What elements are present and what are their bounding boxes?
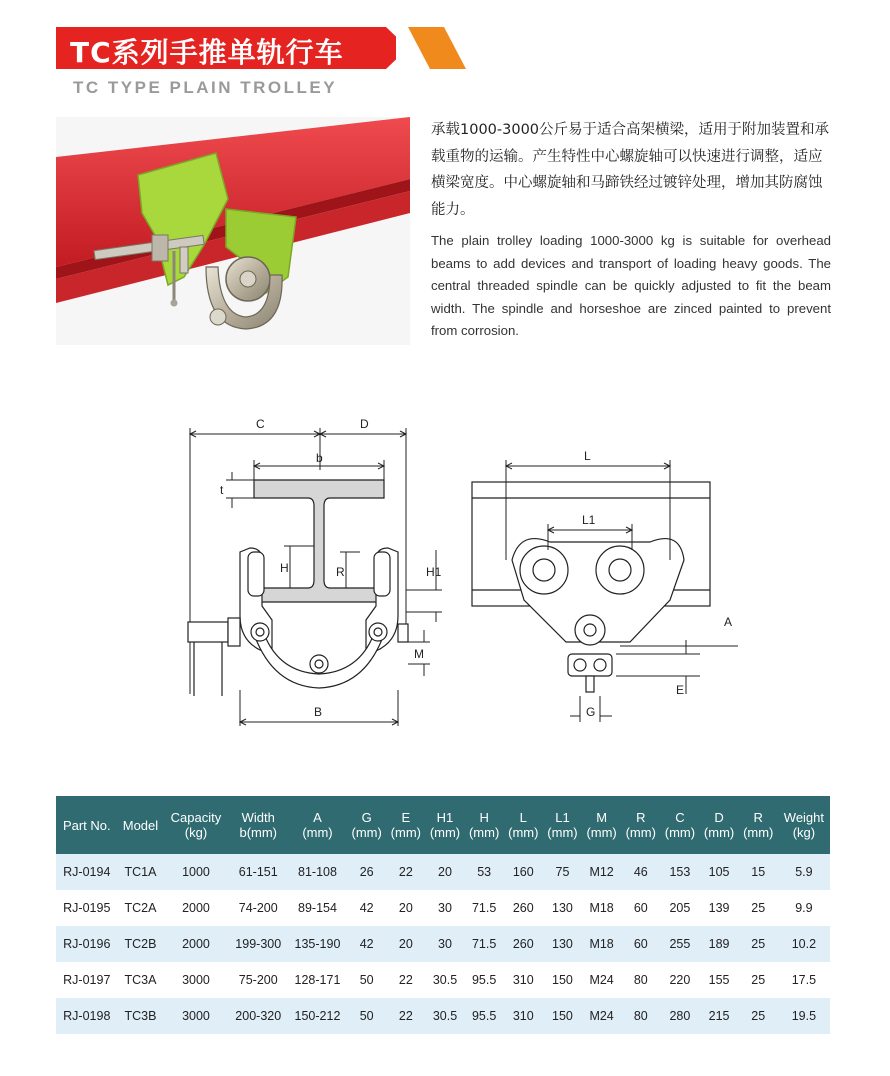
table-header-text: (mm): [664, 825, 696, 840]
table-cell: 25: [739, 926, 778, 962]
table-cell: 260: [504, 890, 543, 926]
description-english: The plain trolley loading 1000-3000 kg is suitable for overhead beams to add devices and transport of loading heavy goods. The central threaded spindle can be quickly adjusted to fit the beam width. The spindle and horseshoe are zinced painted to prevent from corrosion.: [431, 233, 831, 338]
table-cell: 130: [543, 890, 582, 926]
table-cell: 30: [425, 926, 464, 962]
table-row: [56, 998, 830, 1034]
table-cell: M24: [582, 998, 621, 1034]
table-cell: 25: [739, 890, 778, 926]
table-cell: 130: [543, 926, 582, 962]
table-cell: 205: [660, 890, 699, 926]
table-cell: TC3A: [118, 962, 164, 998]
table-header-text: (mm): [743, 825, 774, 840]
table-cell: 3000: [163, 962, 228, 998]
table-cell: 80: [621, 998, 660, 1034]
table-cell: 61-151: [229, 854, 288, 890]
table-header-text: b(mm): [239, 825, 278, 840]
table-header-text: Width: [241, 810, 275, 825]
table-cell: 189: [700, 926, 739, 962]
title-banner: [56, 27, 408, 69]
table-cell: 30.5: [425, 998, 464, 1034]
table-header-cell: [582, 796, 621, 854]
page-subtitle: TC TYPE PLAIN TROLLEY: [73, 78, 338, 97]
dim-label-h1: H1: [426, 565, 442, 579]
table-header-text: Weight: [783, 810, 825, 825]
table-cell: RJ-0195: [56, 890, 118, 926]
table-cell: 50: [347, 998, 386, 1034]
table-header-text: (kg): [184, 825, 208, 840]
table-cell: 71.5: [465, 890, 504, 926]
table-header-text: (mm): [625, 825, 656, 840]
table-header-cell: [621, 796, 660, 854]
table-cell: 71.5: [465, 926, 504, 962]
page-title: TC系列手推单轨行车: [70, 36, 344, 69]
dim-label-g: G: [586, 705, 596, 719]
dim-label-m: M: [414, 647, 424, 661]
table-cell: 1000: [163, 854, 228, 890]
table-header-text: M: [596, 810, 608, 825]
dim-label-c: C: [256, 417, 265, 431]
table-header-cell: [163, 796, 228, 854]
table-cell: 135-190: [288, 926, 347, 962]
table-header-text: (mm): [429, 825, 461, 840]
table-header-text: R: [636, 810, 646, 825]
table-body: [56, 854, 830, 1034]
table-row: [56, 890, 830, 926]
product-photo: [56, 117, 410, 345]
table-cell: 50: [347, 962, 386, 998]
table-header-text: A: [313, 810, 322, 825]
table-cell: 25: [739, 962, 778, 998]
table-header-cell: [288, 796, 347, 854]
dim-label-h: H: [280, 561, 289, 575]
dim-label-a: A: [724, 615, 733, 629]
table-cell: 30: [425, 890, 464, 926]
table-cell: 215: [700, 998, 739, 1034]
dim-label-l1: L1: [582, 513, 596, 527]
table-cell: 95.5: [465, 998, 504, 1034]
table-header-cell: [118, 796, 164, 854]
table-cell: TC2A: [118, 890, 164, 926]
table-cell: M18: [582, 890, 621, 926]
table-header-text: Capacity: [170, 810, 222, 825]
table-cell: 9.9: [778, 890, 830, 926]
table-cell: 25: [739, 998, 778, 1034]
table-header-text: (mm): [302, 825, 333, 840]
table-header-text: R: [753, 810, 763, 825]
table-cell: 20: [386, 926, 425, 962]
table-header-cell: [739, 796, 778, 854]
table-cell: 2000: [163, 926, 228, 962]
table-header-text: L1: [555, 810, 570, 825]
table-cell: 220: [660, 962, 699, 998]
table-cell: 20: [425, 854, 464, 890]
table-header-text: (mm): [508, 825, 539, 840]
table-cell: 2000: [163, 890, 228, 926]
table-cell: 60: [621, 890, 660, 926]
table-cell: 19.5: [778, 998, 830, 1034]
table-cell: 46: [621, 854, 660, 890]
table-header-text: D: [714, 810, 724, 825]
table-cell: 75: [543, 854, 582, 890]
table-header-cell: [778, 796, 830, 854]
table-cell: 80: [621, 962, 660, 998]
table-cell: 139: [700, 890, 739, 926]
table-cell: 128-171: [288, 962, 347, 998]
table-cell: 26: [347, 854, 386, 890]
table-cell: 42: [347, 890, 386, 926]
table-row: [56, 926, 830, 962]
dim-label-b: b: [316, 451, 323, 465]
table-cell: 75-200: [229, 962, 288, 998]
table-header-text: (kg): [792, 825, 816, 840]
table-cell: M18: [582, 926, 621, 962]
table-header-text: (mm): [586, 825, 617, 840]
table-row: [56, 962, 830, 998]
table-cell: 53: [465, 854, 504, 890]
table-cell: 150-212: [288, 998, 347, 1034]
table-header-cell: [229, 796, 288, 854]
table-cell: 95.5: [465, 962, 504, 998]
table-cell: 60: [621, 926, 660, 962]
table-cell: 260: [504, 926, 543, 962]
table-cell: 22: [386, 998, 425, 1034]
table-cell: 20: [386, 890, 425, 926]
table-cell: 10.2: [778, 926, 830, 962]
table-header-cell: [425, 796, 464, 854]
table-cell: TC2B: [118, 926, 164, 962]
chevron-decoration-icon: [386, 27, 476, 69]
table-cell: 310: [504, 962, 543, 998]
table-header-text: L: [519, 810, 527, 825]
table-cell: RJ-0197: [56, 962, 118, 998]
table-header-cell: [386, 796, 425, 854]
table-cell: 3000: [163, 998, 228, 1034]
table-cell: 89-154: [288, 890, 347, 926]
table-cell: 15: [739, 854, 778, 890]
table-header-cell: [504, 796, 543, 854]
table-header-text: H: [479, 810, 489, 825]
table-cell: 74-200: [229, 890, 288, 926]
table-header-cell: [660, 796, 699, 854]
table-header-cell: [543, 796, 582, 854]
table-header-text: (mm): [351, 825, 382, 840]
table-cell: 310: [504, 998, 543, 1034]
dim-label-t: t: [220, 483, 224, 497]
description-chinese: 承载1000-3000公斤易于适合高架横梁，适用于附加装置和承载重物的运输。产生特性中心螺旋轴可以快速进行调整，适应横梁宽度。中心螺旋轴和马蹄铁经过镀锌处理，增加其防腐蚀能力。: [431, 122, 830, 218]
table-header-text: G: [361, 810, 372, 825]
table-header-cell: [347, 796, 386, 854]
table-cell: 200-320: [229, 998, 288, 1034]
dim-label-l: L: [584, 449, 591, 463]
table-cell: TC1A: [118, 854, 164, 890]
table-header-text: Part No.: [62, 817, 111, 833]
dim-label-e: E: [676, 683, 685, 697]
table-cell: TC3B: [118, 998, 164, 1034]
table-cell: 160: [504, 854, 543, 890]
technical-drawing: [180, 410, 740, 730]
table-cell: 150: [543, 998, 582, 1034]
table-header-text: (mm): [547, 825, 578, 840]
table-header-text: E: [401, 810, 411, 825]
table-cell: 153: [660, 854, 699, 890]
table-cell: RJ-0196: [56, 926, 118, 962]
table-header-cell: [56, 796, 118, 854]
table-header-cell: [465, 796, 504, 854]
table-cell: 105: [700, 854, 739, 890]
table-header-text: (mm): [468, 825, 500, 840]
table-cell: 255: [660, 926, 699, 962]
table-cell: 42: [347, 926, 386, 962]
table-header-text: H1: [436, 810, 454, 825]
table-header-text: (mm): [390, 825, 421, 840]
table-header-cell: [700, 796, 739, 854]
table-cell: 280: [660, 998, 699, 1034]
dim-label-bb: B: [314, 705, 323, 719]
table-cell: 81-108: [288, 854, 347, 890]
table-header-text: C: [675, 810, 685, 825]
table-cell: 22: [386, 854, 425, 890]
dim-label-d: D: [360, 417, 369, 431]
table-cell: 5.9: [778, 854, 830, 890]
table-cell: 155: [700, 962, 739, 998]
table-cell: 17.5: [778, 962, 830, 998]
table-cell: 150: [543, 962, 582, 998]
spec-table: [56, 796, 830, 1034]
table-cell: M24: [582, 962, 621, 998]
table-cell: 199-300: [229, 926, 288, 962]
table-cell: M12: [582, 854, 621, 890]
table-row: [56, 854, 830, 890]
dim-label-r: R: [336, 565, 345, 579]
table-header-text: Model: [122, 817, 159, 833]
table-cell: 22: [386, 962, 425, 998]
table-cell: RJ-0198: [56, 998, 118, 1034]
table-cell: 30.5: [425, 962, 464, 998]
table-header-text: (mm): [703, 825, 735, 840]
table-cell: RJ-0194: [56, 854, 118, 890]
table-header-row: [56, 796, 830, 854]
